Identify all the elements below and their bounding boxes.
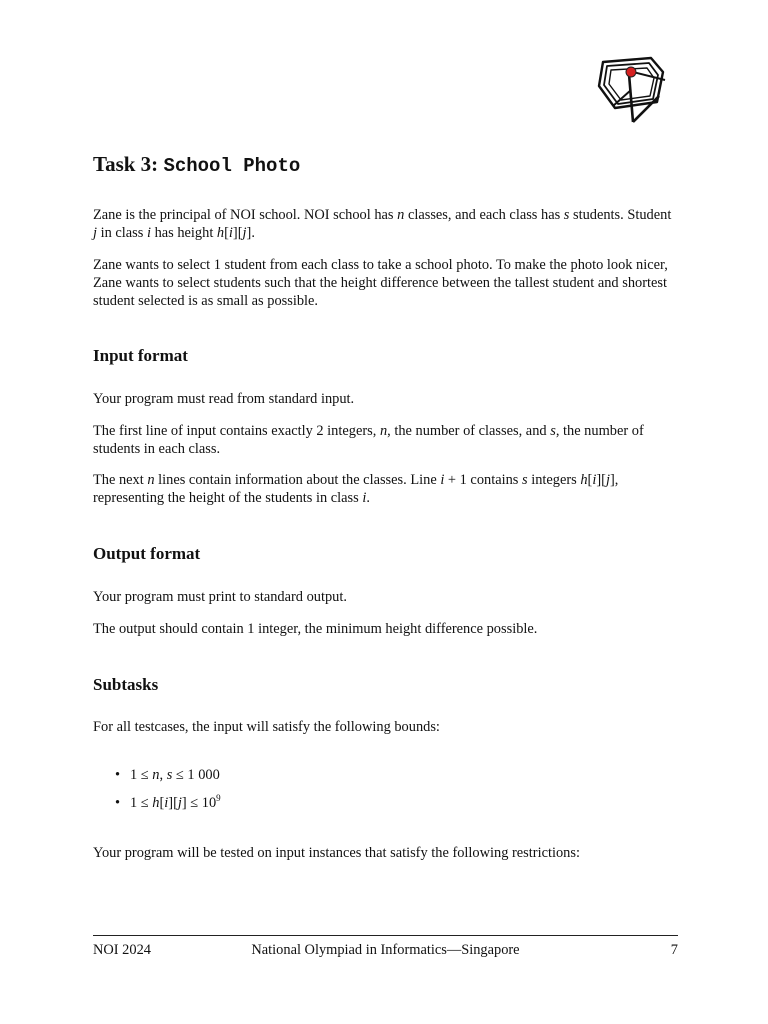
task-number: Task 3: <box>93 152 159 176</box>
footer-rule <box>93 935 678 936</box>
page-footer <box>93 941 678 959</box>
output-format-heading: Output format <box>93 544 201 563</box>
subtasks-paragraph-1: For all testcases, the input will satisfy the following bounds: <box>93 719 440 735</box>
input-format-heading: Input format <box>93 346 188 365</box>
task-name: School Photo <box>163 155 301 177</box>
footer-page-number: 7 <box>670 942 678 958</box>
task-title <box>93 152 300 177</box>
input-paragraph-3: The next n lines contain information about the classes. Line i + 1 contains s integers h[i][j], representing the height of the students in class i. <box>93 472 619 506</box>
intro-paragraph-1: Zane is the principal of NOI school. NOI school has n classes, and each class has s students. Student j in class i has height h[i][j]. <box>93 207 672 241</box>
bounds-list <box>93 766 221 822</box>
input-paragraph-1: Your program must read from standard input. <box>93 391 355 407</box>
footer-organization: National Olympiad in Informatics—Singapore <box>251 942 520 958</box>
output-paragraph-2: The output should contain 1 integer, the minimum height difference possible. <box>93 621 538 637</box>
footer-event: NOI 2024 <box>93 942 151 958</box>
bound-item-1: • 1 ≤ n, s ≤ 1 000 <box>115 767 220 783</box>
subtasks-paragraph-2: Your program will be tested on input instances that satisfy the following restrictions: <box>93 845 580 861</box>
intro-paragraph-2: Zane wants to select 1 student from each class to take a school photo. To make the photo look nicer, Zane wants to select students such that the height difference between the tallest student and shortest student selected is as small as possible. <box>93 257 668 309</box>
subtasks-heading: Subtasks <box>93 675 159 694</box>
input-paragraph-2: The first line of input contains exactly 2 integers, n, the number of classes, and s, the number of students in each class. <box>93 423 644 457</box>
output-paragraph-1: Your program must print to standard output. <box>93 589 347 605</box>
noi-logo-icon <box>593 50 679 126</box>
bound-item-2: • $1 \le h[i][j] \le 10^9$ <box>115 793 221 811</box>
